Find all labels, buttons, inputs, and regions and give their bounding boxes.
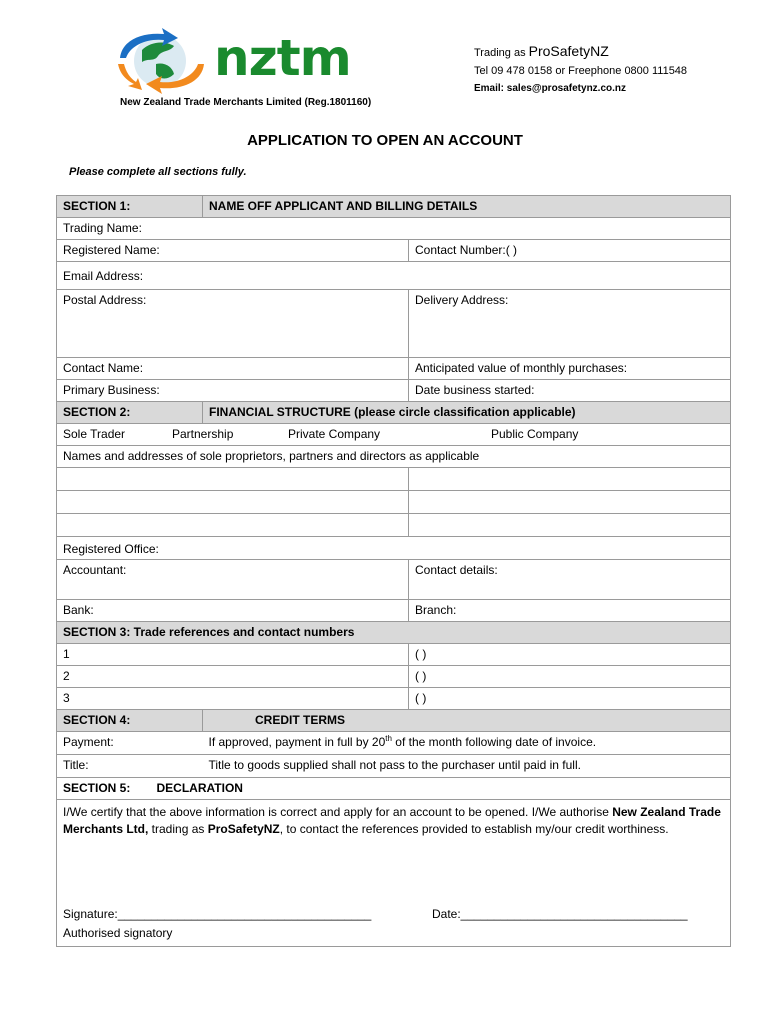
delivery-address-field[interactable]: Delivery Address: [409, 290, 731, 358]
tel-line: Tel 09 478 0158 or Freephone 0800 111548 [474, 65, 688, 77]
trading-name-field[interactable]: Trading Name: [57, 218, 731, 240]
structure-options [57, 424, 731, 446]
signature-line[interactable]: Signature:______________________________________ [63, 907, 372, 921]
anticipated-value-field[interactable]: Anticipated value of monthly purchases: [409, 358, 731, 380]
option-private-company[interactable]: Private Company [288, 427, 381, 441]
trading-as [474, 43, 609, 59]
section4-heading: CREDIT TERMS [203, 710, 731, 732]
accountant-field[interactable]: Accountant: [57, 560, 409, 600]
declaration-part-3: , to contact the references provided to establish my/our credit worthiness. [279, 822, 669, 836]
email-line: Email: sales@prosafetynz.co.nz [474, 83, 627, 94]
declaration-part-1: I/We certify that the above information is correct and apply for an account to be opened. I/We authorise [63, 805, 613, 819]
contact-number-field[interactable]: Contact Number:( ) [409, 240, 731, 262]
bank-field[interactable]: Bank: [57, 600, 409, 622]
branch-field[interactable]: Branch: [409, 600, 731, 622]
logo-text: nztm [214, 29, 351, 87]
instruction: Please complete all sections fully. [69, 166, 247, 178]
trading-as-name: ProSafetyNZ [528, 43, 609, 59]
section1-heading: NAME OFF APPLICANT AND BILLING DETAILS [203, 196, 731, 218]
names-row-3-left[interactable] [57, 514, 409, 537]
section5-label: SECTION 5: [57, 778, 203, 800]
reference-1-phone[interactable]: ( ) [409, 644, 731, 666]
date-started-field[interactable]: Date business started: [409, 380, 731, 402]
declaration-part-2: trading as [148, 822, 208, 836]
option-partnership[interactable]: Partnership [172, 427, 234, 441]
declaration-company: New Zealand Trade Merchants Ltd, [63, 805, 721, 836]
globe-icon [112, 28, 212, 94]
reference-2[interactable]: 2 [57, 666, 409, 688]
names-row-1-left[interactable] [57, 468, 409, 491]
declaration-brand: ProSafetyNZ [207, 822, 280, 836]
reference-2-phone[interactable]: ( ) [409, 666, 731, 688]
payment-text-post: of the month following date of invoice. [391, 735, 597, 749]
section1-label: SECTION 1: [57, 196, 203, 218]
email-field[interactable]: Email Address: [57, 262, 731, 290]
date-line[interactable]: Date:__________________________________ [432, 907, 688, 921]
title-label: Title: [57, 755, 203, 778]
company-line: New Zealand Trade Merchants Limited (Reg.1801160) [120, 97, 372, 108]
section5-heading: DECLARATION [151, 778, 679, 800]
option-sole-trader[interactable]: Sole Trader [63, 427, 126, 441]
names-row-2-left[interactable] [57, 491, 409, 514]
registered-name-field[interactable]: Registered Name: [57, 240, 409, 262]
payment-terms [203, 732, 731, 755]
declaration-text [63, 804, 724, 838]
names-row-2-right[interactable] [409, 491, 731, 514]
names-row-1-right[interactable] [409, 468, 731, 491]
registered-office-field[interactable]: Registered Office: [57, 537, 731, 560]
declaration-box [57, 800, 731, 947]
section2-heading: FINANCIAL STRUCTURE (please circle classification applicable) [203, 402, 731, 424]
option-public-company[interactable]: Public Company [491, 427, 579, 441]
logo [112, 28, 351, 94]
payment-label: Payment: [57, 732, 203, 755]
section3-heading: SECTION 3: Trade references and contact numbers [57, 622, 731, 644]
names-addresses-label: Names and addresses of sole proprietors, partners and directors as applicable [57, 446, 731, 468]
names-row-3-right[interactable] [409, 514, 731, 537]
payment-text-sup: th [385, 734, 392, 743]
contact-name-field[interactable]: Contact Name: [57, 358, 409, 380]
payment-text-pre: If approved, payment in full by 20 [208, 735, 386, 749]
section4-label: SECTION 4: [57, 710, 203, 732]
application-form [56, 195, 731, 947]
reference-1[interactable]: 1 [57, 644, 409, 666]
reference-3[interactable]: 3 [57, 688, 409, 710]
postal-address-field[interactable]: Postal Address: [57, 290, 409, 358]
section2-label: SECTION 2: [57, 402, 203, 424]
page-title: APPLICATION TO OPEN AN ACCOUNT [247, 132, 523, 149]
title-text: Title to goods supplied shall not pass to the purchaser until paid in full. [203, 755, 731, 778]
trading-as-label: Trading as [474, 47, 526, 59]
primary-business-field[interactable]: Primary Business: [57, 380, 409, 402]
authorised-signatory-label: Authorised signatory [63, 926, 173, 940]
contact-details-field[interactable]: Contact details: [409, 560, 731, 600]
reference-3-phone[interactable]: ( ) [409, 688, 731, 710]
